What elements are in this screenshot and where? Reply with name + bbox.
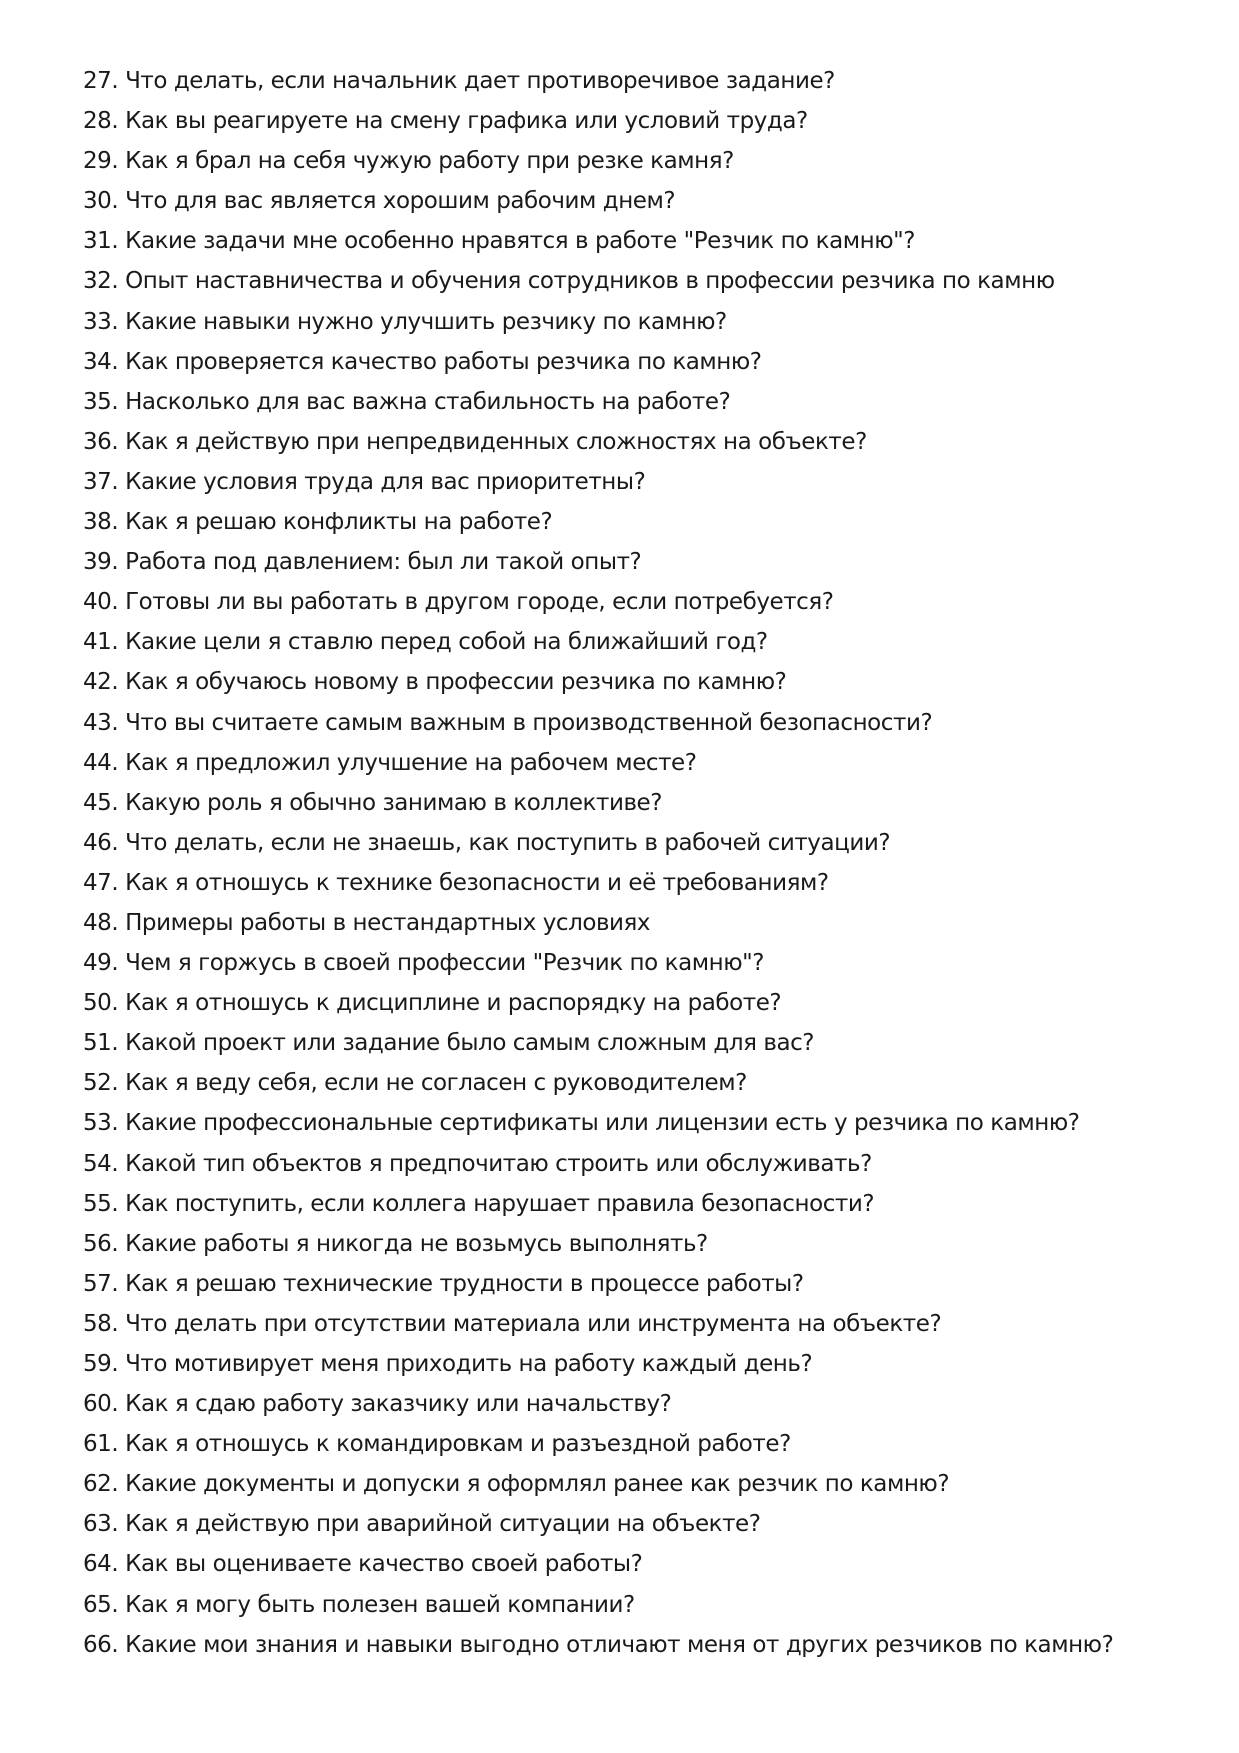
question-30: 30. Что для вас является хорошим рабочим днем? bbox=[83, 188, 676, 215]
question-53: 53. Какие профессиональные сертификаты или лицензии есть у резчика по камню? bbox=[83, 1110, 1080, 1137]
question-46: 46. Что делать, если не знаешь, как поступить в рабочей ситуации? bbox=[83, 829, 891, 856]
question-58: 58. Что делать при отсутствии материала или инструмента на объекте? bbox=[83, 1310, 942, 1337]
question-43: 43. Что вы считаете самым важным в производственной безопасности? bbox=[83, 709, 933, 736]
question-38: 38. Как я решаю конфликты на работе? bbox=[83, 509, 553, 536]
question-list bbox=[83, 61, 1203, 1665]
question-35: 35. Насколько для вас важна стабильность на работе? bbox=[83, 388, 731, 415]
question-28: 28. Как вы реагируете на смену графика или условий труда? bbox=[83, 108, 808, 135]
question-52: 52. Как я веду себя, если не согласен с руководителем? bbox=[83, 1070, 747, 1097]
question-65: 65. Как я могу быть полезен вашей компании? bbox=[83, 1591, 635, 1618]
question-50: 50. Как я отношусь к дисциплине и распорядку на работе? bbox=[83, 990, 782, 1017]
question-57: 57. Как я решаю технические трудности в процессе работы? bbox=[83, 1270, 804, 1297]
question-44: 44. Как я предложил улучшение на рабочем месте? bbox=[83, 749, 697, 776]
question-42: 42. Как я обучаюсь новому в профессии резчика по камню? bbox=[83, 669, 787, 696]
question-40: 40. Готовы ли вы работать в другом городе, если потребуется? bbox=[83, 589, 834, 616]
question-49: 49. Чем я горжусь в своей профессии "Резчик по камню"? bbox=[83, 950, 764, 977]
question-29: 29. Как я брал на себя чужую работу при резке камня? bbox=[83, 148, 734, 175]
question-60: 60. Как я сдаю работу заказчику или начальству? bbox=[83, 1391, 672, 1418]
question-66: 66. Какие мои знания и навыки выгодно отличают меня от других резчиков по камню? bbox=[83, 1631, 1114, 1658]
question-39: 39. Работа под давлением: был ли такой опыт? bbox=[83, 549, 642, 576]
question-34: 34. Как проверяется качество работы резчика по камню? bbox=[83, 348, 762, 375]
question-48: 48. Примеры работы в нестандартных условиях bbox=[83, 909, 651, 936]
question-36: 36. Как я действую при непредвиденных сложностях на объекте? bbox=[83, 428, 867, 455]
question-51: 51. Какой проект или задание было самым сложным для вас? bbox=[83, 1030, 815, 1057]
question-31: 31. Какие задачи мне особенно нравятся в работе "Резчик по камню"? bbox=[83, 228, 916, 255]
question-59: 59. Что мотивирует меня приходить на работу каждый день? bbox=[83, 1351, 813, 1377]
question-64: 64. Как вы оцениваете качество своей работы? bbox=[83, 1551, 643, 1578]
question-27: 27. Что делать, если начальник дает противоречивое задание? bbox=[83, 68, 835, 94]
question-37: 37. Какие условия труда для вас приоритетны? bbox=[83, 468, 646, 495]
question-33: 33. Какие навыки нужно улучшить резчику по камню? bbox=[83, 308, 727, 335]
question-63: 63. Как я действую при аварийной ситуации на объекте? bbox=[83, 1511, 761, 1538]
question-45: 45. Какую роль я обычно занимаю в коллективе? bbox=[83, 789, 663, 816]
question-61: 61. Как я отношусь к командировкам и разъездной работе? bbox=[83, 1431, 791, 1458]
question-47: 47. Как я отношусь к технике безопасности и её требованиям? bbox=[83, 869, 829, 896]
question-62: 62. Какие документы и допуски я оформлял ранее как резчик по камню? bbox=[83, 1471, 950, 1498]
question-41: 41. Какие цели я ставлю перед собой на ближайший год? bbox=[83, 629, 768, 656]
question-54: 54. Какой тип объектов я предпочитаю строить или обслуживать? bbox=[83, 1150, 872, 1177]
question-55: 55. Как поступить, если коллега нарушает правила безопасности? bbox=[83, 1190, 875, 1217]
question-32: 32. Опыт наставничества и обучения сотрудников в профессии резчика по камню bbox=[83, 268, 1055, 295]
question-56: 56. Какие работы я никогда не возьмусь выполнять? bbox=[83, 1230, 708, 1257]
